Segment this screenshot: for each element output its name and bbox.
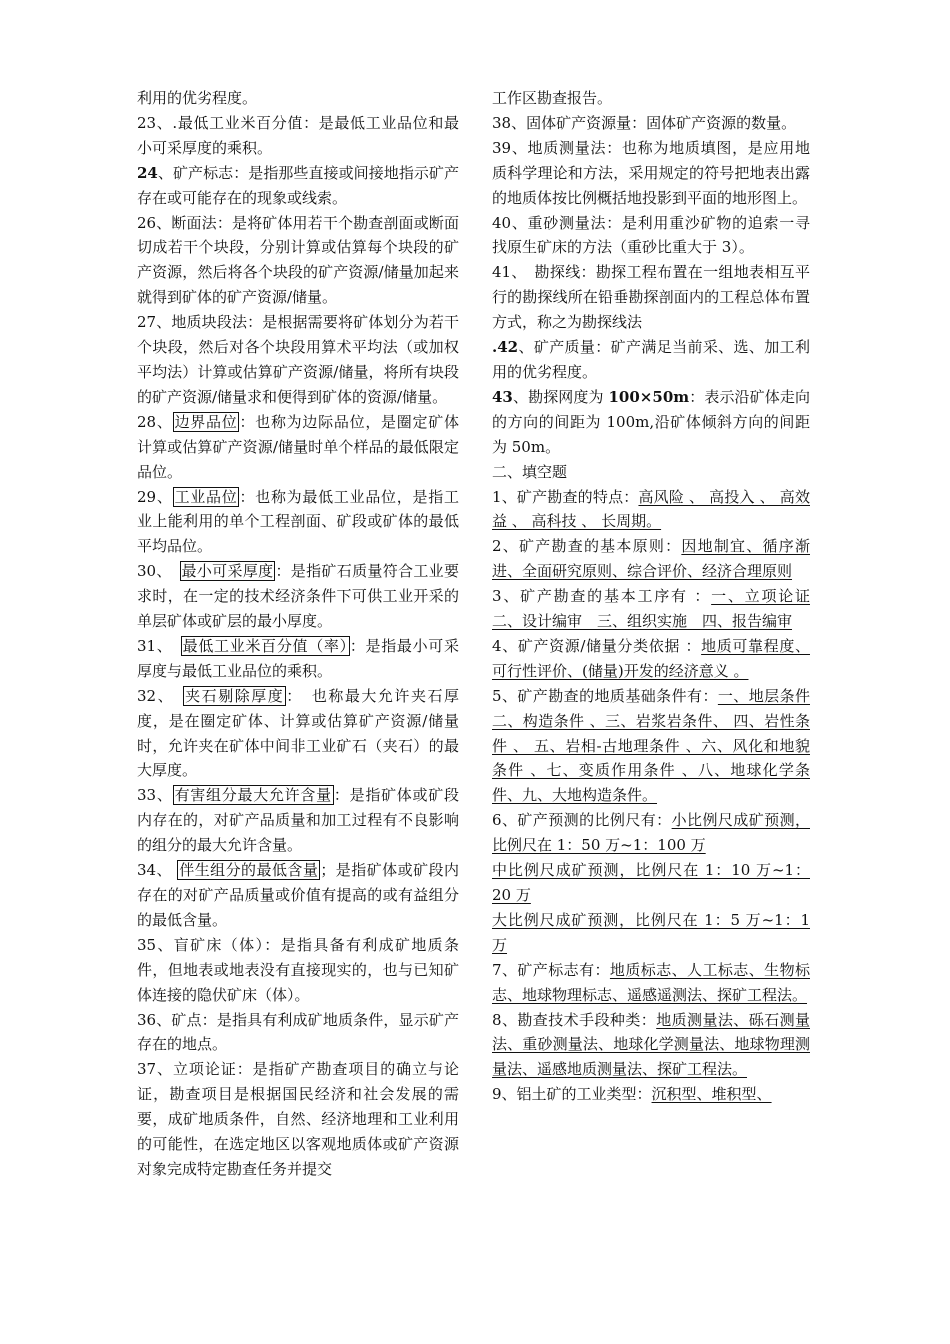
underlined-answer: 中比例尺成矿预测，比例尺在 1：10 万~1：20 万	[492, 861, 810, 904]
text-run: 39、地质测量法：也称为地质填图，是应用地质科学理论和方法，采用规定的符号把地表出露的地质体按比例概括地投影到平面的地形图上。	[492, 138, 810, 207]
paragraph-rf6b	[492, 858, 810, 908]
text-run: 100×50m	[608, 387, 690, 406]
paragraph-l35	[137, 933, 459, 1008]
paragraph-rh	[492, 460, 810, 485]
text-run: 利用的优劣程度。	[137, 89, 258, 107]
underlined-answer: 小比例尺成矿预测，比例尺在 1：50 万~1：100 万	[492, 811, 810, 855]
paragraph-l34	[137, 858, 459, 933]
text-run: 6、矿产预测的比例尺有：	[492, 811, 672, 830]
left-column	[137, 86, 459, 1182]
text-run: ：表示沿矿体走向的方向的间距为 100m,沿矿体倾斜方向的间距为 50m。	[492, 387, 810, 456]
paragraph-l36	[137, 1008, 459, 1058]
underlined-answer: 一、地层条件 二、构造条件 、三、岩浆岩条件、 四、岩性条件 、 五、岩相-古地理条件 、六、风化和地貌条件 、七、变质作用条件 、八、地球化学条件、九、大地构造条件。	[492, 686, 810, 805]
paragraph-l27	[137, 310, 459, 410]
text-run: ：是指矿石质量符合工业要求时，在一定的技术经济条件下可供工业开采的单层矿体或矿层的最小厚度。	[137, 562, 459, 631]
text-run: 26、断面法：是将矿体用若干个勘查剖面或断面切成若干个块段，分别计算或估算每个块段的矿产资源，然后将各个块段的矿产资源/储量加起来就得到矿体的矿产资源/储量。	[137, 213, 459, 307]
paragraph-rf2	[492, 534, 810, 584]
paragraph-r39	[492, 136, 810, 211]
text-run: 33、	[137, 786, 173, 805]
paragraph-l32	[137, 684, 459, 784]
text-run: 23、.最低工业米百分值：是最低工业品位和最小可采厚度的乘积。	[137, 113, 459, 157]
underlined-answer: 高风险 、 高投入 、 高效益 、 高科技 、 长周期。	[492, 487, 810, 531]
paragraph-rf6	[492, 808, 810, 858]
boxed-term: 工业品位	[174, 487, 238, 506]
boxed-term: 夹石剔除厚度	[185, 686, 285, 705]
boxed-term: 伴生组分的最低含量	[179, 861, 319, 880]
text-run: 43	[492, 387, 513, 406]
paragraph-r42	[492, 335, 810, 385]
paragraph-l24	[137, 161, 459, 211]
text-run: 7、矿产标志有：	[492, 960, 610, 979]
text-run: 5、矿产勘查的地质基础条件有：	[492, 686, 718, 705]
text-run: 、勘探网度为	[512, 387, 609, 406]
paragraph-r38	[492, 111, 810, 136]
text-run: 8、勘查技术手段种类：	[492, 1010, 657, 1029]
text-run: ：是指矿体或矿段内存在的，对矿产品质量和加工过程有不良影响的组分的最大允许含量。	[137, 786, 459, 855]
paragraph-rf6c	[492, 908, 810, 958]
paragraph-l26	[137, 211, 459, 311]
text-run: 36、矿点：是指具有利成矿地质条件，显示矿产存在的地点。	[137, 1010, 459, 1054]
paragraph-rf1	[492, 485, 810, 535]
text-run: ：也称为最低工业品位，是指工业上能利用的单个工程剖面、矿段或矿体的最低平均品位。	[137, 487, 459, 556]
boxed-term: 最低工业米百分值（率）	[182, 636, 348, 655]
text-run: 二、填空题	[492, 462, 568, 481]
underlined-answer: 地质可靠程度、可行性评价、(储量)开发的经济意义 。	[492, 636, 810, 680]
text-run: 、矿产质量：矿产满足当前采、选、加工利用的优劣程度。	[492, 338, 810, 381]
paragraph-l29	[137, 485, 459, 560]
underlined-answer: 地质测量法、砾石测量法、重砂测量法、地球化学测量法、地球物理测量法、遥感地质测量法、探矿工程法。	[492, 1010, 810, 1079]
text-run: 9、铝土矿的工业类型：	[492, 1085, 652, 1104]
underlined-answer: 地质标志、人工标志、生物标志、地球物理标志、遥感遥测法、探矿工程法。	[492, 960, 810, 1004]
text-run: 4、矿产资源/储量分类依据 ：	[492, 636, 702, 655]
text-run: 30、	[137, 562, 180, 581]
boxed-term: 最小可采厚度	[181, 562, 274, 581]
paragraph-l37	[137, 1057, 459, 1182]
text-run: 32、	[137, 686, 184, 705]
text-run: 34、	[137, 861, 178, 880]
paragraph-l0	[137, 86, 459, 111]
text-run: 28、	[137, 412, 173, 431]
paragraph-r0	[492, 86, 810, 111]
paragraph-rf7	[492, 958, 810, 1008]
text-run: ：是指最小可采厚度与最低工业品位的乘积。	[137, 636, 459, 680]
boxed-term: 有害组分最大允许含量	[174, 786, 332, 805]
paragraph-rf5	[492, 684, 810, 809]
paragraph-r43	[492, 385, 810, 460]
paragraph-r41	[492, 260, 810, 335]
text-run: 27、地质块段法：是根据需要将矿体划分为若干个块段，然后对各个块段用算术平均法（或加权平均法）计算或估算矿产资源/储量，将所有块段的矿产资源/储量求和便得到矿体的资源/储量。	[137, 313, 459, 406]
text-run: 2、矿产勘查的基本原则：	[492, 537, 682, 556]
paragraph-l23	[137, 111, 459, 161]
text-run: 工作区勘查报告。	[492, 89, 613, 107]
underlined-answer: 一、立项论证 二、设计编审 三、组织实施 四、报告编审	[492, 587, 810, 631]
text-run: 31、	[137, 636, 181, 655]
text-run: ： 也称最大允许夹石厚度，是在圈定矿体、计算或估算矿产资源/储量时，允许夹在矿体中间非工业矿石（夹石）的最大厚度。	[137, 686, 459, 780]
text-run: ：也称为边际品位，是圈定矿体计算或估算矿产资源/储量时单个样品的最低限定品位。	[137, 412, 459, 481]
text-run: 35、盲矿床（体）：是指具备有利成矿地质条件，但地表或地表没有直接现实的，也与已知矿体连接的隐伏矿床（体）。	[137, 935, 459, 1004]
text-run: 38、固体矿产资源量：固体矿产资源的数量。	[492, 113, 797, 132]
paragraph-rf3	[492, 584, 810, 634]
paragraph-l33	[137, 783, 459, 858]
underlined-answer: 沉积型、堆积型、	[651, 1085, 772, 1104]
paragraph-l31	[137, 634, 459, 684]
text-run: 24	[137, 163, 158, 182]
text-run: 29、	[137, 487, 173, 506]
underlined-answer: 大比例尺成矿预测，比例尺在 1：5 万~1：1 万	[492, 910, 810, 954]
paragraph-r40	[492, 211, 810, 261]
text-run: 3、矿产勘查的基本工序有 ：	[492, 587, 712, 606]
text-run: 1、矿产勘查的特点：	[492, 487, 639, 506]
text-run: 、矿产标志：是指那些直接或间接地指示矿产存在或可能存在的现象或线索。	[137, 163, 459, 207]
boxed-term: 边界品位	[174, 412, 238, 431]
text-run: ；是指矿体或矿段内存在的对矿产品质量或价值有提高的或有益组分的最低含量。	[137, 861, 459, 929]
text-run: .42	[492, 338, 519, 357]
paragraph-l30	[137, 559, 459, 634]
text-run: 37、立项论证：是指矿产勘查项目的确立与论证，勘查项目是根据国民经济和社会发展的需要，成矿地质条件，自然、经济地理和工业利用的可能性，在选定地区以客观地质体或矿产资源对象完成特定勘查任务并提交	[137, 1060, 459, 1178]
paragraph-l28	[137, 410, 459, 485]
text-run: 41、 勘探线：勘探工程布置在一组地表相互平行的勘探线所在铅垂勘探剖面内的工程总体布置方式，称之为勘探线法	[492, 263, 810, 332]
paragraph-rf8	[492, 1008, 810, 1083]
text-run: 40、重砂测量法：是利用重沙矿物的追索一寻找原生矿床的方法（重砂比重大于 3）。	[492, 213, 810, 257]
underlined-answer: 因地制宜、循序渐进、全面研究原则、综合评价、经济合理原则	[492, 537, 810, 581]
right-column	[492, 86, 810, 1107]
paragraph-rf4	[492, 634, 810, 684]
paragraph-rf9	[492, 1082, 810, 1107]
